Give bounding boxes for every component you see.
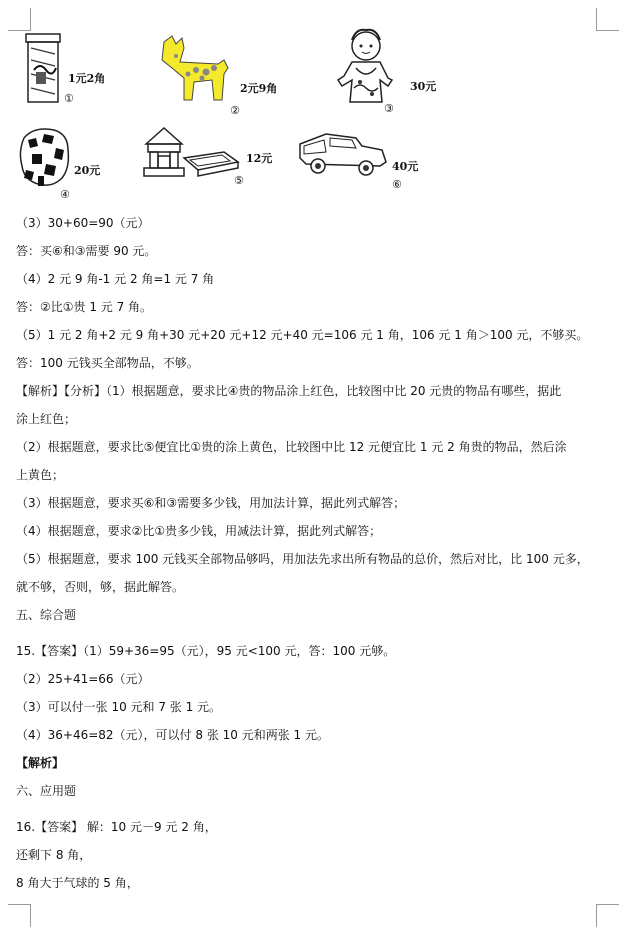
text-line: 【解析】【分析】（1）根据题意，要求比④贵的物品涂上红色，比较图中比 20 元贵的物品有哪些，据此 — [16, 384, 562, 398]
item-5 — [138, 124, 278, 190]
text-line: （5）根据题意，要求 100 元钱买全部物品够吗，用加法先求出所有物品的总价，然后对比，比 100 元多， — [16, 552, 589, 566]
text-line: 上黄色； — [16, 468, 65, 482]
text-line: 答：买⑥和③需要 90 元。 — [16, 244, 157, 258]
cup-icon — [22, 32, 64, 106]
text-line: （3）可以付一张 10 元和 7 张 1 元。 — [16, 700, 222, 714]
item-number: ① — [64, 92, 74, 105]
crop-mark-top-right — [596, 8, 619, 31]
item-2 — [158, 34, 288, 120]
text-line: （4）2 元 9 角-1 元 2 角=1 元 7 角 — [16, 272, 215, 286]
item-price: 40元 — [392, 160, 419, 173]
item-price: 2元9角 — [240, 82, 278, 95]
text-line: 答：②比①贵 1 元 7 角。 — [16, 300, 153, 314]
text-line: （2）25+41=66（元） — [16, 672, 150, 686]
text-line: 就不够，否则，够，据此解答。 — [16, 580, 185, 594]
item-price: 12元 — [246, 152, 273, 165]
item-number: ④ — [60, 188, 70, 201]
giraffe-icon — [158, 34, 238, 106]
text-line: （2）根据题意，要求比⑤便宜比①贵的涂上黄色，比较图中比 12 元便宜比 1 元 2 角贵的物品，然后涂 — [16, 440, 567, 454]
text-line: 【解析】 — [16, 756, 65, 770]
item-price: 30元 — [410, 80, 437, 93]
section-heading: 六、应用题 — [16, 784, 77, 798]
crop-mark-bottom-right — [596, 904, 619, 927]
text-line: （3）根据题意，要求买⑥和③需要多少钱，用加法计算，据此列式解答； — [16, 496, 406, 510]
item-number: ③ — [384, 102, 394, 115]
truck-icon — [296, 124, 392, 184]
text-line: 涂上红色； — [16, 412, 77, 426]
item-number: ② — [230, 104, 240, 117]
blocks-icon — [138, 124, 242, 180]
item-number: ⑥ — [392, 178, 402, 191]
text-line: 15.【答案】（1）59+36=95（元），95 元<100 元，答：100 元够。 — [16, 644, 396, 658]
item-6 — [296, 124, 426, 196]
section-heading: 五、综合题 — [16, 608, 77, 622]
item-3 — [330, 28, 460, 120]
item-1 — [22, 32, 132, 112]
text-line: （3）30+60=90（元） — [16, 216, 150, 230]
doll-icon — [330, 28, 410, 112]
item-4 — [14, 124, 124, 206]
text-line: （4）根据题意，要求②比①贵多少钱，用减法计算，据此列式解答； — [16, 524, 382, 538]
item-price: 20元 — [74, 164, 101, 177]
crop-mark-bottom-left — [8, 904, 31, 927]
text-line: 8 角大于气球的 5 角， — [16, 876, 139, 890]
text-line: （5）1 元 2 角+2 元 9 角+30 元+20 元+12 元+40 元=106 元 1 角，106 元 1 角＞100 元，不够买。 — [16, 328, 589, 342]
text-line: （4）36+46=82（元），可以付 8 张 10 元和两张 1 元。 — [16, 728, 329, 742]
text-line: 16.【答案】 解：10 元－9 元 2 角， — [16, 820, 217, 834]
dog-icon — [14, 124, 74, 190]
text-line: 答：100 元钱买全部物品，不够。 — [16, 356, 199, 370]
item-price: 1元2角 — [68, 72, 106, 85]
item-number: ⑤ — [234, 174, 244, 187]
crop-mark-top-left — [8, 8, 31, 31]
text-line: 还剩下 8 角， — [16, 848, 92, 862]
